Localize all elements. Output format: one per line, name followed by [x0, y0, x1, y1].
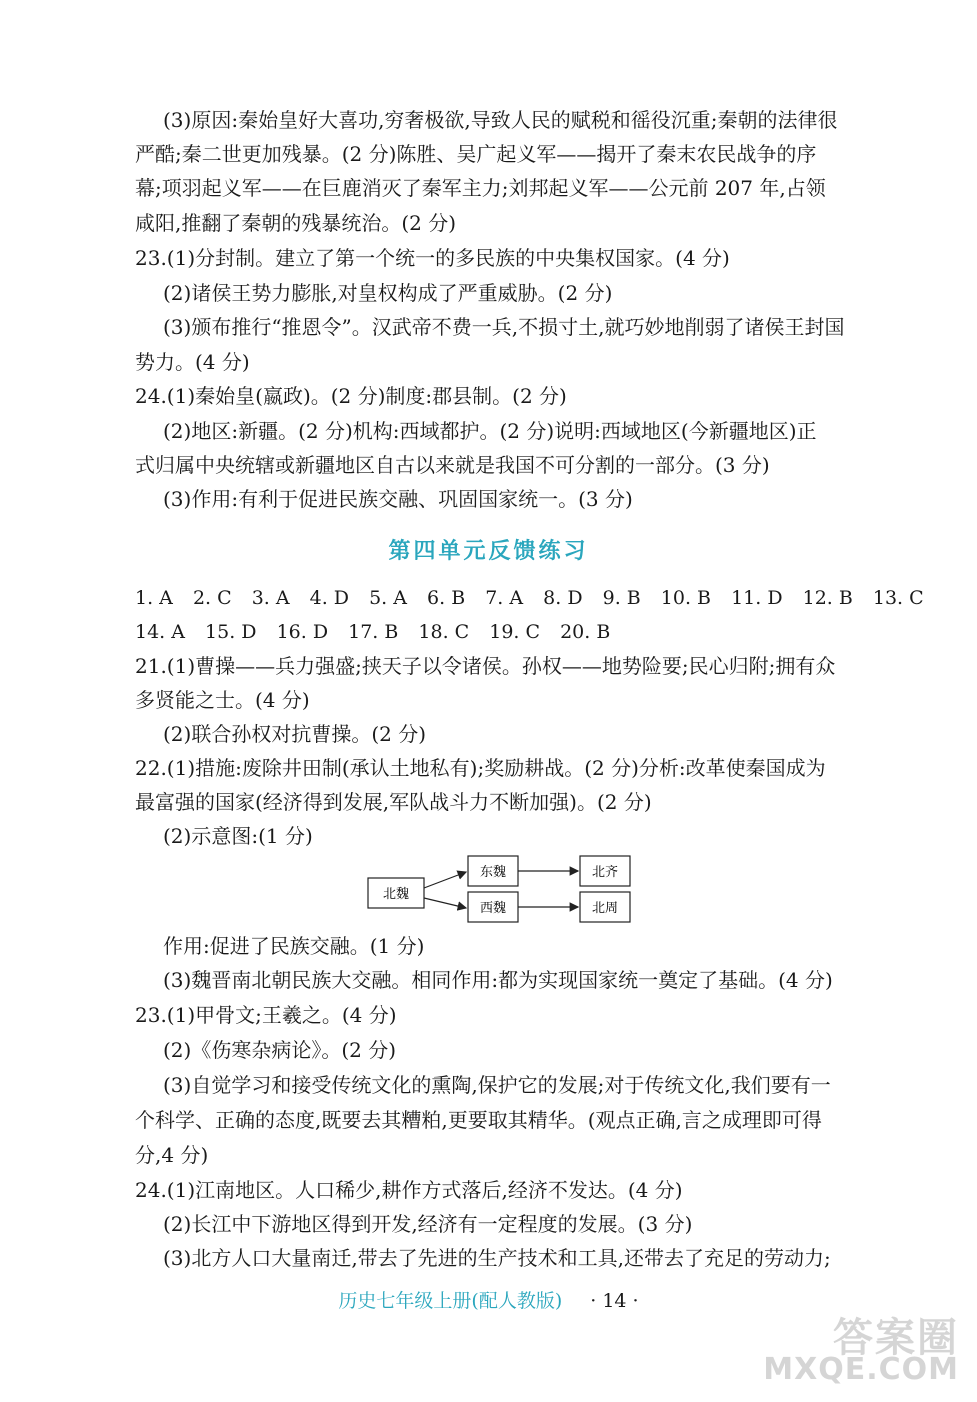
choice-answer: 13. C [872, 587, 924, 609]
text-line: (2)长江中下游地区得到开发,经济有一定程度的发展。(3 分) [163, 1212, 693, 1236]
node-leaf-bottom-label: 北周 [591, 901, 619, 916]
arrow-root-to-bottom [424, 898, 466, 908]
choice-answer: 6. B [427, 587, 466, 609]
text-line: 个科学、正确的态度,既要去其糟粕,更要取其精华。(观点正确,言之成理即可得 [135, 1108, 822, 1132]
text-line: 咸阳,推翻了秦朝的残暴统治。(2 分) [135, 211, 457, 235]
book-title: 历史七年级上册(配人教版) [338, 1290, 563, 1312]
node-branch-top-label: 东魏 [479, 865, 507, 880]
node-leaf-top-label: 北齐 [591, 865, 619, 880]
text-line: (3)原因:秦始皇好大喜功,穷奢极欲,导致人民的赋税和徭役沉重;秦朝的法律很 [163, 108, 838, 132]
choice-answer: 9. B [602, 587, 641, 609]
text-line: 势力。(4 分) [135, 350, 250, 374]
choice-answer: 14. A [135, 621, 185, 643]
division-diagram [366, 852, 636, 924]
choice-answer: 4. D [309, 587, 350, 609]
question-21-answer: 21.(1)曹操——兵力强盛;挟天子以令诸侯。孙权——地势险要;民心归附;拥有众 [135, 654, 836, 678]
choice-answer: 19. C [489, 621, 541, 643]
question-23-answer: 23.(1)分封制。建立了第一个统一的多民族的中央集权国家。(4 分) [135, 246, 730, 270]
text-line: (2)联合孙权对抗曹操。(2 分) [163, 722, 427, 746]
arrow-root-to-top [424, 872, 466, 888]
text-line: 作用:促进了民族交融。(1 分) [163, 934, 425, 958]
question-23-answer: 23.(1)甲骨文;王羲之。(4 分) [135, 1003, 397, 1027]
text-line: (2)示意图:(1 分) [163, 824, 313, 848]
node-branch-bottom [468, 892, 518, 922]
page-number: · 14 · [590, 1290, 639, 1312]
text-line: 分,4 分) [135, 1143, 209, 1167]
node-root [368, 878, 424, 908]
text-line: 最富强的国家(经济得到发展,军队战斗力不断加强)。(2 分) [135, 790, 652, 814]
text-line: 幕;项羽起义军——在巨鹿消灭了秦军主力;刘邦起义军——公元前 207 年,占领 [135, 176, 826, 200]
text-line: (2)《伤寒杂病论》。(2 分) [163, 1038, 397, 1062]
text-line: (2)诸侯王势力膨胀,对皇权构成了严重威胁。(2 分) [163, 281, 613, 305]
choice-answer: 20. B [560, 621, 611, 643]
choice-answer: 18. C [418, 621, 470, 643]
choice-answers-row-2 [135, 620, 624, 644]
text-line: (3)作用:有利于促进民族交融、巩固国家统一。(3 分) [163, 487, 633, 511]
text-line: 式归属中央统辖或新疆地区自古以来就是我国不可分割的一部分。(3 分) [135, 453, 770, 477]
choice-answer: 8. D [543, 587, 583, 609]
question-24-answer: 24.(1)江南地区。人口稀少,耕作方式落后,经济不发达。(4 分) [135, 1178, 683, 1202]
text-line: 多贤能之士。(4 分) [135, 688, 310, 712]
choice-answer: 16. D [276, 621, 329, 643]
node-leaf-top [580, 856, 630, 886]
node-branch-top [468, 856, 518, 886]
watermark-url: MXQE.COM [763, 1352, 959, 1387]
choice-answers-row-1 [135, 586, 924, 610]
choice-answer: 2. C [192, 587, 232, 609]
node-branch-bottom-label: 西魏 [479, 901, 507, 916]
choice-answer: 3. A [251, 587, 290, 609]
text-line: (3)北方人口大量南迁,带去了先进的生产技术和工具,还带去了充足的劳动力; [163, 1246, 831, 1270]
question-24-answer: 24.(1)秦始皇(嬴政)。(2 分)制度:郡县制。(2 分) [135, 384, 567, 408]
text-line: (3)魏晋南北朝民族大交融。相同作用:都为实现国家统一奠定了基础。(4 分) [163, 968, 833, 992]
text-line: (2)地区:新疆。(2 分)机构:西域都护。(2 分)说明:西域地区(今新疆地区)正 [163, 419, 817, 443]
watermark-logo [763, 1306, 959, 1392]
choice-answer: 7. A [485, 587, 524, 609]
choice-answer: 5. A [369, 587, 407, 609]
choice-answer: 10. B [660, 587, 712, 609]
text-line: (3)自觉学习和接受传统文化的熏陶,保护它的发展;对于传统文化,我们要有一 [163, 1073, 831, 1097]
choice-answer: 11. D [731, 587, 783, 609]
choice-answer: 15. D [205, 621, 257, 643]
watermark-text: 答案圈 [833, 1315, 959, 1361]
choice-answer: 12. B [802, 587, 853, 609]
section-title: 第四单元反馈练习 [388, 539, 589, 564]
node-leaf-bottom [580, 892, 630, 922]
node-root-label: 北魏 [382, 887, 410, 902]
choice-answer: 17. B [348, 621, 399, 643]
question-22-answer: 22.(1)措施:废除井田制(承认土地私有);奖励耕战。(2 分)分析:改革使秦国成为 [135, 756, 826, 780]
text-line: 严酷;秦二世更加残暴。(2 分)陈胜、吴广起义军——揭开了秦末农民战争的序 [135, 142, 817, 166]
choice-answer: 1. A [135, 587, 173, 609]
text-line: (3)颁布推行“推恩令”。汉武帝不费一兵,不损寸土,就巧妙地削弱了诸侯王封国 [163, 315, 845, 339]
